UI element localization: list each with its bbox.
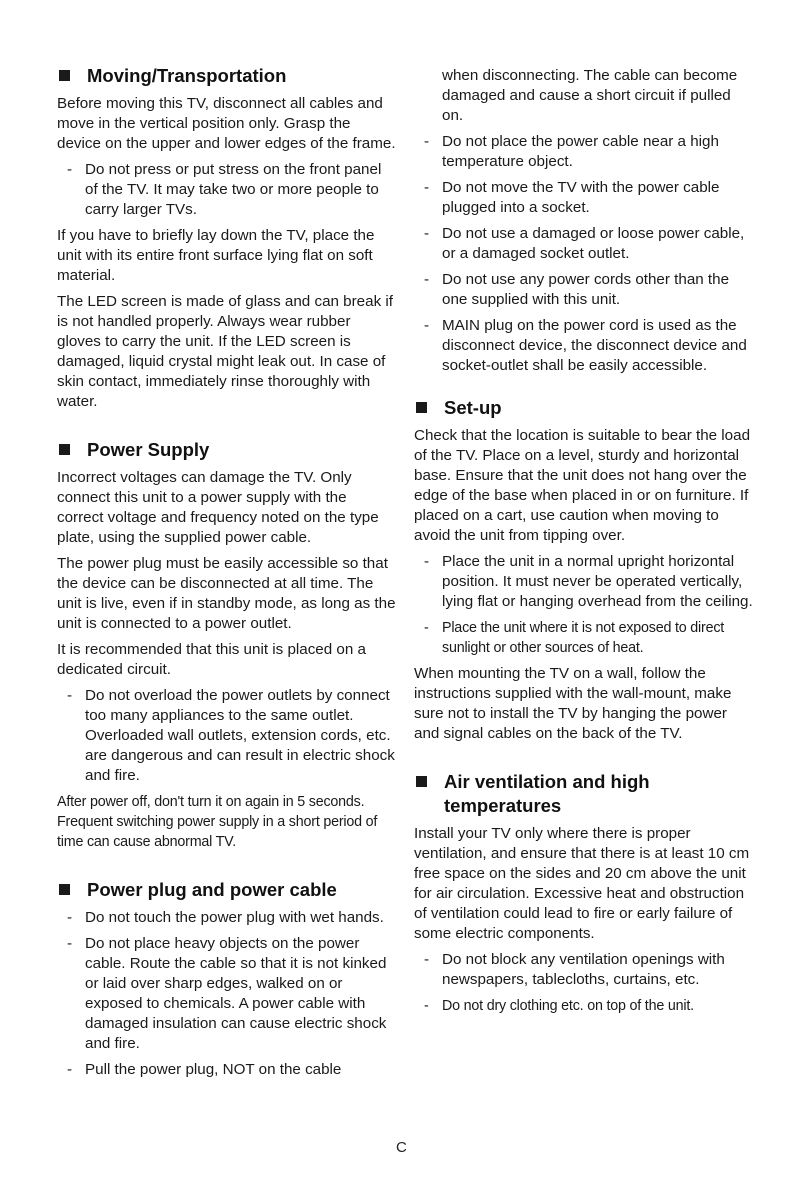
right-column — [414, 66, 754, 1022]
list-item: - Pull the power plug, NOT on the cable — [67, 1061, 342, 1078]
square-bullet-icon — [59, 70, 70, 81]
paragraph: Incorrect voltages can damage the TV. Only connect this unit to a power supply with the correct voltage and frequency noted on the type plate, using the supplied power cable. — [57, 469, 379, 546]
bullet-list — [414, 552, 754, 658]
list-item: - Place the unit where it is not exposed to direct sunlight or other sources of heat. — [424, 620, 725, 656]
paragraph: It is recommended that this unit is placed on a dedicated circuit. — [57, 641, 366, 678]
page-number: C — [396, 1139, 407, 1156]
list-item: - Do not use any power cords other than the one supplied with this unit. — [424, 271, 730, 308]
paragraph: If you have to briefly lay down the TV, place the unit with its entire front surface lying flat on soft material. — [57, 227, 375, 284]
bullet-list — [414, 950, 754, 1016]
bullet-list — [57, 908, 397, 1080]
list-item: - Do not place the power cable near a high temperature object. — [424, 133, 719, 170]
paragraph: Before moving this TV, disconnect all cables and move in the vertical position only. Grasp the device on the upper and lower edges of the frame. — [57, 95, 396, 152]
bullet-list — [57, 686, 397, 786]
list-item: - Do not overload the power outlets by connect too many appliances to the same outlet. Overloaded wall outlets, extension cords, etc. are dangerous and can result in electric shock and fire. — [67, 687, 395, 784]
paragraph: The LED screen is made of glass and can break if is not handled properly. Always wear rubber gloves to carry the unit. If the LED screen is damaged, liquid crystal might leak out. In case of skin contact, immediately rinse thoroughly with water. — [57, 293, 393, 410]
list-item: - Do not block any ventilation openings with newspapers, tablecloths, curtains, etc. — [424, 951, 725, 988]
section-heading-power-supply: Power Supply — [57, 438, 397, 462]
paragraph: After power off, don't turn it on again in 5 seconds. Frequent switching power supply in a short period of time can cause abnormal TV. — [57, 794, 378, 850]
square-bullet-icon — [416, 402, 427, 413]
list-item: - Place the unit in a normal upright horizontal position. It must never be operated vertically, lying flat or hanging overhead from the ceiling. — [424, 553, 753, 610]
list-item: - Do not dry clothing etc. on top of the unit. — [424, 998, 694, 1014]
section-heading-power-plug: Power plug and power cable — [57, 878, 397, 902]
bullet-list — [57, 160, 397, 220]
list-item: - Do not move the TV with the power cable plugged into a socket. — [424, 179, 720, 216]
section-heading-setup: Set-up — [414, 396, 754, 420]
list-item: - MAIN plug on the power cord is used as the disconnect device, the disconnect device and socket-outlet shall be easily accessible. — [424, 317, 747, 374]
list-item: - Do not press or put stress on the front panel of the TV. It may take two or more people to carry larger TVs. — [67, 161, 382, 218]
list-item: - Do not touch the power plug with wet hands. — [67, 909, 384, 926]
bullet-list — [414, 66, 754, 376]
list-item: when disconnecting. The cable can become damaged and cause a short circuit if pulled on. — [442, 67, 738, 124]
list-item: - Do not use a damaged or loose power cable, or a damaged socket outlet. — [424, 225, 745, 262]
square-bullet-icon — [59, 884, 70, 895]
paragraph: Check that the location is suitable to bear the load of the TV. Place on a level, sturdy and horizontal base. Ensure that the unit does not hang over the edge of the base when placed in or on furniture. If placed on a cart, use caution when moving to avoid the unit from tipping over. — [414, 427, 751, 544]
paragraph: When mounting the TV on a wall, follow the instructions supplied with the wall-mount, make sure not to install the TV by hanging the power and signal cables on the back of the TV. — [414, 665, 732, 742]
section-heading-air-ventilation: Air ventilation and high temperatures — [414, 770, 754, 818]
paragraph: The power plug must be easily accessible so that the device can be disconnected at all time. The unit is live, even if in standby mode, as long as the unit is connected to a power outlet. — [57, 555, 396, 632]
section-heading-moving: Moving/Transportation — [57, 64, 397, 88]
left-column — [57, 64, 397, 1086]
square-bullet-icon — [416, 776, 427, 787]
list-item: - Do not place heavy objects on the power cable. Route the cable so that it is not kinked or laid over sharp edges, walked on or exposed to chemicals. A power cable with damaged insulation can cause electric shock and fire. — [67, 935, 387, 1052]
paragraph: Install your TV only where there is proper ventilation, and ensure that there is at least 10 cm free space on the sides and 20 cm above the unit for air circulation. Excessive heat and obstruction of ventilation could lead to fire or early failure of some electric components. — [414, 825, 750, 942]
square-bullet-icon — [59, 444, 70, 455]
